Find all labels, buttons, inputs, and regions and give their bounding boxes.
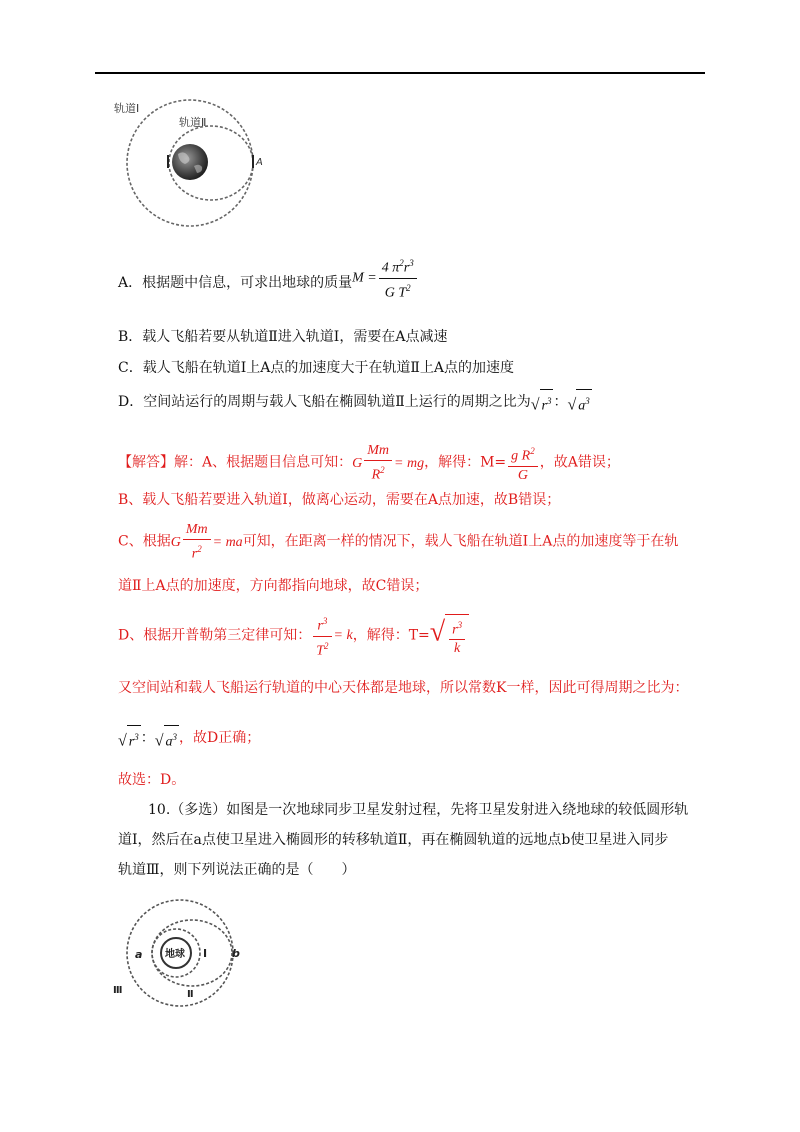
solution-line-c2: 道Ⅱ上A点的加速度，方向都指向地球，故C错误； (118, 578, 429, 594)
option-b: B．载人飞船若要从轨道Ⅱ进入轨道Ⅰ，需要在A点减速 (118, 329, 448, 345)
solution-line-e: 又空间站和载人飞船运行轨道的中心天体都是地球，所以常数K一样，因此可得周期之比为： (118, 680, 689, 696)
point-a-label: A (256, 157, 263, 168)
q10-line-3: 轨道Ⅲ，则下列说法正确的是（ ） (118, 862, 356, 878)
solution-line-f: √ $r^3$ ：√ $a^3$ ，故D正确； (118, 725, 260, 753)
option-d (118, 389, 592, 417)
point-b-label: b (232, 947, 240, 960)
option-a-text: A．根据题中信息，可求出地球的质量 (118, 275, 353, 292)
option-d-formula: √ $r^3$ ：√ $a^3$ (531, 395, 592, 410)
solution-line-c: C、根据G $\frac{Mm}{r^2}$ = ma可知，在距离一样的情况下，载人飞船在轨道Ⅰ上A点的加速度等于在轨 (118, 522, 679, 562)
orbit-1-label: Ⅰ (203, 947, 208, 960)
point-a-label: a (135, 948, 143, 961)
q10-line-1: 10.（多选）如图是一次地球同步卫星发射过程，先将卫星发射进入绕地球的较低圆形轨 (148, 802, 689, 818)
option-a-formula: M = $\frac{4 \pi^2r^3}{G T^2}$ (352, 254, 419, 302)
earth-icon (172, 144, 208, 180)
orbit-figure-2 (110, 895, 255, 1010)
solution-line-g: 故选：D。 (118, 772, 186, 788)
q10-line-2: 道Ⅰ，然后在a点使卫星进入椭圆形的转移轨道Ⅱ，再在椭圆轨道的远地点b使卫星进入同步 (118, 832, 669, 848)
solution-line-b: B、载人飞船若要进入轨道Ⅰ，做离心运动，需要在A点加速，故B错误； (118, 492, 561, 508)
orbit-2-label: Ⅱ (187, 989, 194, 1000)
solution-line-a: 【解答】解：A、根据题目信息可知：G $\frac{Mm}{R^2}$ = mg，解得：M= $\frac{g R^2}{G}$ ，故A错误； (118, 443, 620, 483)
header-rule (95, 72, 705, 74)
orbit-3-label: Ⅲ (113, 985, 123, 996)
option-a (118, 258, 419, 302)
solution-line-d: D、根据开普勒第三定律可知： $\frac{r^3}{T^2}$ = k，解得：T=√ $\frac{r^3}{k}$ (118, 612, 469, 660)
option-c: C．载人飞船在轨道Ⅰ上A点的加速度大于在轨道Ⅱ上A点的加速度 (118, 360, 514, 376)
orbit-2-label: 轨道Ⅱ (179, 116, 207, 129)
earth-label: 地球 (165, 949, 185, 960)
orbit-1-label: 轨道Ⅰ (114, 102, 140, 115)
option-d-text: D．空间站运行的周期与载人飞船在椭圆轨道Ⅱ上运行的周期之比为 (118, 394, 531, 411)
orbit-figure-1 (108, 92, 278, 232)
